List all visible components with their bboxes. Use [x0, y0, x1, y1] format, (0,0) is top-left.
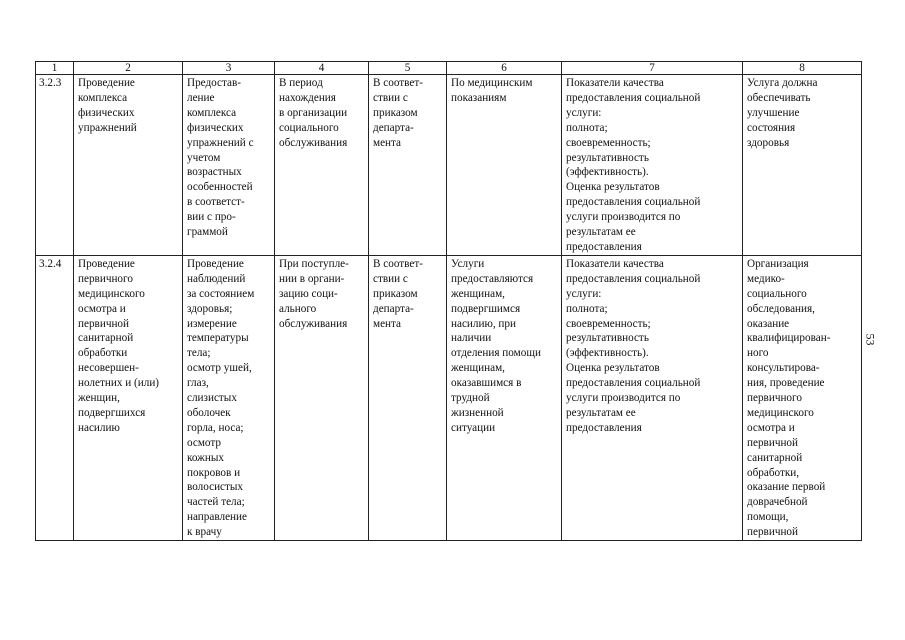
service-number: 3.2.4: [36, 255, 74, 540]
service-result: Организация медико- социального обследования, оказание квалифицирован- ного консультирова- ния, проведение первичного медицинского осмотра и первичной санитарной обработки, оказание первой доврачебной помощи, первичной: [743, 255, 862, 540]
service-number: 3.2.3: [36, 75, 74, 256]
quality-indicators: Показатели качества предоставления социальной услуги: полнота; своевременность; результативность (эффективность). Оценка результатов предоставления социальной услуги производится по результатам ее предоставления: [562, 75, 743, 256]
service-conditions: По медицинским показаниям: [447, 75, 562, 256]
service-name: Проведение первичного медицинского осмотра и первичной санитарной обработки несовершен- нолетних и (или) женщин, подвергшихся насилию: [74, 255, 183, 540]
column-number: 6: [447, 62, 562, 75]
table-row: [36, 255, 862, 540]
service-timing: При поступле- нии в органи- зацию соци- ального обслуживания: [275, 255, 369, 540]
column-number-row: [36, 62, 862, 75]
service-conditions: Услуги предоставляются женщинам, подвергшимся насилию, при наличии отделения помощи женщинам, оказавшимся в трудной жизненной ситуации: [447, 255, 562, 540]
quality-indicators: Показатели качества предоставления социальной услуги: полнота; своевременность; результативность (эффективность). Оценка результатов предоставления социальной услуги производится по результатам ее предоставления: [562, 255, 743, 540]
column-number: 1: [36, 62, 74, 75]
service-result: Услуга должна обеспечивать улучшение состояния здоровья: [743, 75, 862, 256]
service-description: Проведение наблюдений за состоянием здоровья; измерение температуры тела; осмотр ушей, глаз, слизистых оболочек горла, носа; осмотр кожных покровов и волосистых частей тела; направление к врачу: [183, 255, 275, 540]
page-number: 53: [863, 333, 878, 346]
column-number: 4: [275, 62, 369, 75]
service-name: Проведение комплекса физических упражнений: [74, 75, 183, 256]
column-number: 5: [369, 62, 447, 75]
column-number: 7: [562, 62, 743, 75]
service-norm: В соответ- ствии с приказом департа- мента: [369, 255, 447, 540]
services-table: [35, 61, 862, 541]
service-description: Предостав- ление комплекса физических упражнений с учетом возрастных особенностей в соответст- вии с про- граммой: [183, 75, 275, 256]
column-number: 8: [743, 62, 862, 75]
table-row: [36, 75, 862, 256]
column-number: 2: [74, 62, 183, 75]
service-timing: В период нахождения в организации социального обслуживания: [275, 75, 369, 256]
service-norm: В соответ- ствии с приказом департа- мента: [369, 75, 447, 256]
column-number: 3: [183, 62, 275, 75]
